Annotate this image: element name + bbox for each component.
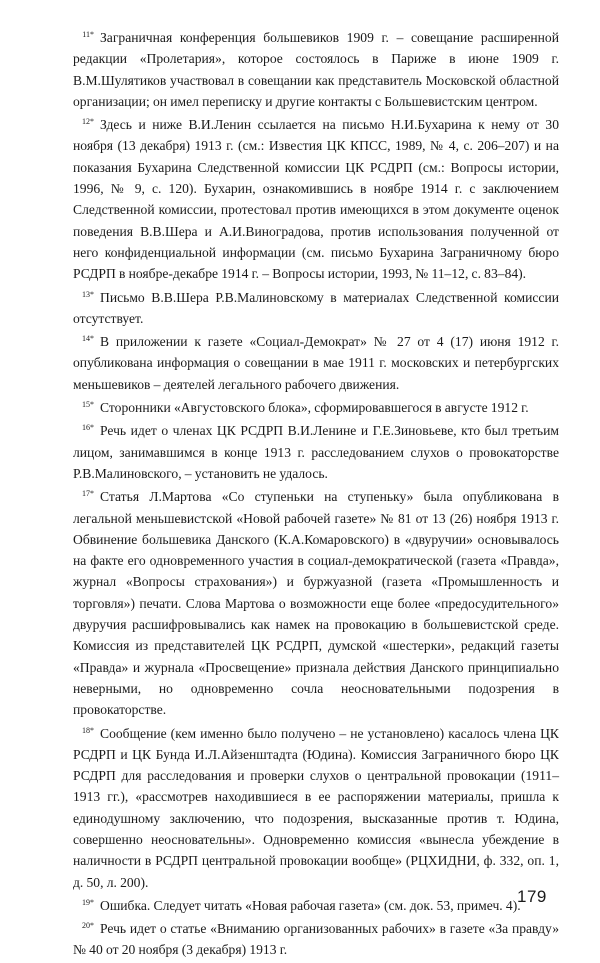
endnote — [73, 486, 559, 720]
note-text: Ошибка. Следует читать «Новая рабочая газета» (см. док. 53, примеч. 4). — [100, 897, 521, 913]
note-text: Статья Л.Мартова «Со ступеньки на ступеньку» была опубликована в легальной меньшевистской «Новой рабочей газете» № 81 от 13 (26) ноября 1913 г. Обвинение большевика Данского (К.А.Комаровского) в «двуручии» основывалось на факте его одновременного участия в социал-демократической (газета «Правда», журнал «Вопросы страхования») и буржуазной (газета «Промышленность и торговля») печати. Слова Мартова о возможности еще более «предосудительного» двуручия расшифровывались как намек на провокацию в большевистской среде. Комиссия из представителей ЦК РСДРП, думской «шестерки», редакций газеты «Правда» и журнала «Просвещение» признала действия Данского принципиально неверными, но одновременно сочла неосновательными подозрения в провокаторстве. — [73, 489, 559, 718]
endnote — [73, 397, 559, 418]
note-text: Здесь и ниже В.И.Ленин ссылается на письмо Н.И.Бухарина к нему от 30 ноября (13 декабря) 1913 г. (см.: Известия ЦК КПСС, 1989, № 4, с. 206–207) и на показания Бухарина Следственной комиссии ЦК РСДРП (см.: Вопросы истории, 1996, № 9, с. 120). Бухарин, ознакомившись в ноябре 1914 г. с заключением Следственной комиссии, протестовал против имеющихся в этом документе оценок поведения В.В.Шера и А.И.Виноградова, против использования полученной от него конфиденциальной информации (см. письмо Бухарина Заграничному бюро РСДРП в ноябре-декабре 1914 г. – Вопросы истории, 1993, № 11–12, с. 83–84). — [73, 117, 559, 282]
note-marker: 15* — [82, 400, 94, 410]
note-marker: 12* — [82, 117, 94, 127]
note-marker: 14* — [82, 334, 94, 344]
endnote — [73, 287, 559, 330]
note-text: Письмо В.В.Шера Р.В.Малиновскому в материалах Следственной комиссии отсутствует. — [73, 289, 559, 326]
endnote — [73, 331, 559, 395]
endnote — [73, 895, 559, 916]
note-text: Заграничная конференция большевиков 1909 г. – совещание расширенной редакции «Пролетария», которое состоялось в Париже в июне 1909 г. В.М.Шулятиков участвовал в совещании как представитель Московской областной организации; он имел переписку и другие контакты с Большевистским центром. — [73, 30, 559, 109]
note-text: Речь идет о членах ЦК РСДРП В.И.Ленине и Г.Е.Зиновьеве, кто был третьим лицом, занимавшимся в конце 1913 г. расследованием слухов о провокаторстве Р.В.Малиновского, – установить не удалось. — [73, 423, 559, 481]
note-marker: 18* — [82, 725, 94, 735]
note-marker: 17* — [82, 489, 94, 499]
note-text: Сообщение (кем именно было получено – не установлено) касалось члена ЦК РСДРП и ЦК Бунда И.Л.Айзенштадта (Юдина). Комиссия Заграничного бюро ЦК РСДРП для расследования и проверки слухов о центральной провокации (1911–1913 гг.), «рассмотрев находившиеся в ее распоряжении материалы, пришла к единодушному заключению, что подозрения, высказанные против т. Юдина, совершенно неосновательны». Одновременно комиссия «вынесла убеждение в наличности в РСДРП центральной провокации вообще» (РЦХИДНИ, ф. 332, оп. 1, д. 50, л. 200). — [73, 725, 559, 890]
endnote — [73, 918, 559, 961]
note-text: Речь идет о статье «Вниманию организованных рабочих» в газете «За правду» № 40 от 20 ноября (3 декабря) 1913 г. — [73, 921, 559, 958]
page-number: 179 — [517, 887, 547, 906]
endnote — [73, 114, 559, 284]
endnote — [73, 420, 559, 484]
endnote — [73, 723, 559, 893]
note-marker: 13* — [82, 289, 94, 299]
note-marker: 11* — [82, 30, 94, 39]
note-text: Сторонники «Августовского блока», сформировавшегося в августе 1912 г. — [100, 400, 529, 416]
endnotes — [73, 27, 559, 963]
note-marker: 16* — [82, 423, 94, 433]
note-marker: 20* — [82, 921, 94, 931]
endnote — [73, 27, 559, 112]
note-marker: 19* — [82, 897, 94, 907]
note-text: В приложении к газете «Социал-Демократ» № 27 от 4 (17) июня 1912 г. опубликована информация о совещании в мае 1911 г. московских и петербургских меньшевиков – деятелей легального рабочего движения. — [73, 334, 559, 392]
